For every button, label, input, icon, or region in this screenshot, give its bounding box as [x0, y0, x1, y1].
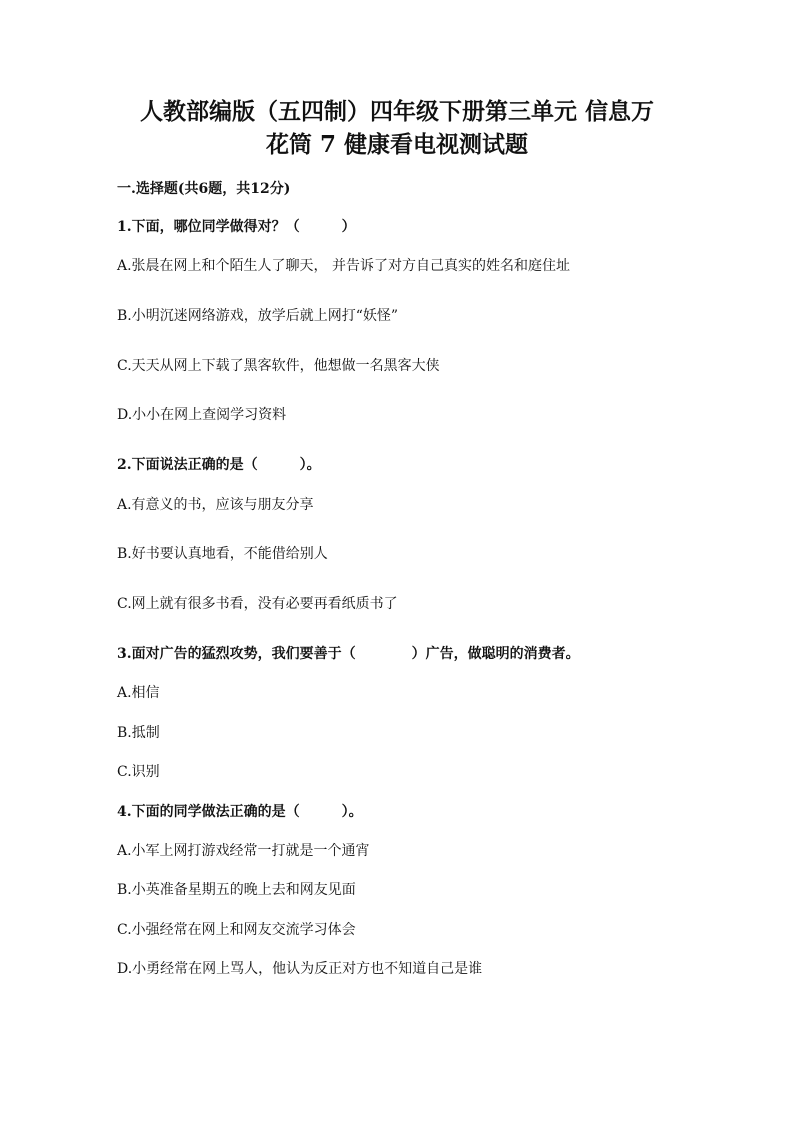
question-4-option-d: D.小勇经常在网上骂人，他认为反正对方也不知道自己是谁: [117, 961, 483, 977]
question-1-option-b: B.小明沉迷网络游戏，放学后就上网打“妖怪”: [117, 308, 399, 324]
question-4-option-c: C.小强经常在网上和网友交流学习体会: [117, 922, 356, 938]
question-3-stem: 3.面对广告的猛烈攻势，我们要善于（ ）广告，做聪明的消费者。: [117, 646, 580, 662]
question-1-option-d: D.小小在网上查阅学习资料: [117, 407, 287, 423]
question-2-option-b: B.好书要认真地看，不能借给别人: [117, 546, 328, 562]
document-title-line-1: 人教部编版（五四制）四年级下册第三单元 信息万: [139, 98, 654, 125]
question-1-stem: 1.下面，哪位同学做得对？（ ）: [117, 219, 356, 235]
question-4-option-b: B.小英准备星期五的晚上去和网友见面: [117, 882, 356, 898]
question-1-option-a: A.张晨在网上和个陌生人了聊天， 并告诉了对方自己真实的姓名和庭住址: [117, 258, 571, 274]
question-3-option-a: A.相信: [117, 685, 160, 701]
question-3-option-c: C.识别: [117, 764, 160, 780]
question-2-option-c: C.网上就有很多书看，没有必要再看纸质书了: [117, 596, 398, 612]
section-header: 一.选择题(共6题，共12分): [117, 181, 291, 197]
question-1-option-c: C.天天从网上下载了黑客软件，他想做一名黑客大侠: [117, 358, 440, 374]
question-3-option-b: B.抵制: [117, 725, 160, 741]
question-4-stem: 4.下面的同学做法正确的是（ ）。: [117, 804, 363, 820]
question-2-option-a: A.有意义的书，应该与朋友分享: [117, 497, 314, 513]
question-4-option-a: A.小军上网打游戏经常一打就是一个通宵: [117, 843, 370, 859]
document-title-line-2: 花筒 7 健康看电视测试题: [265, 131, 529, 158]
question-2-stem: 2.下面说法正确的是（ ）。: [117, 457, 321, 473]
